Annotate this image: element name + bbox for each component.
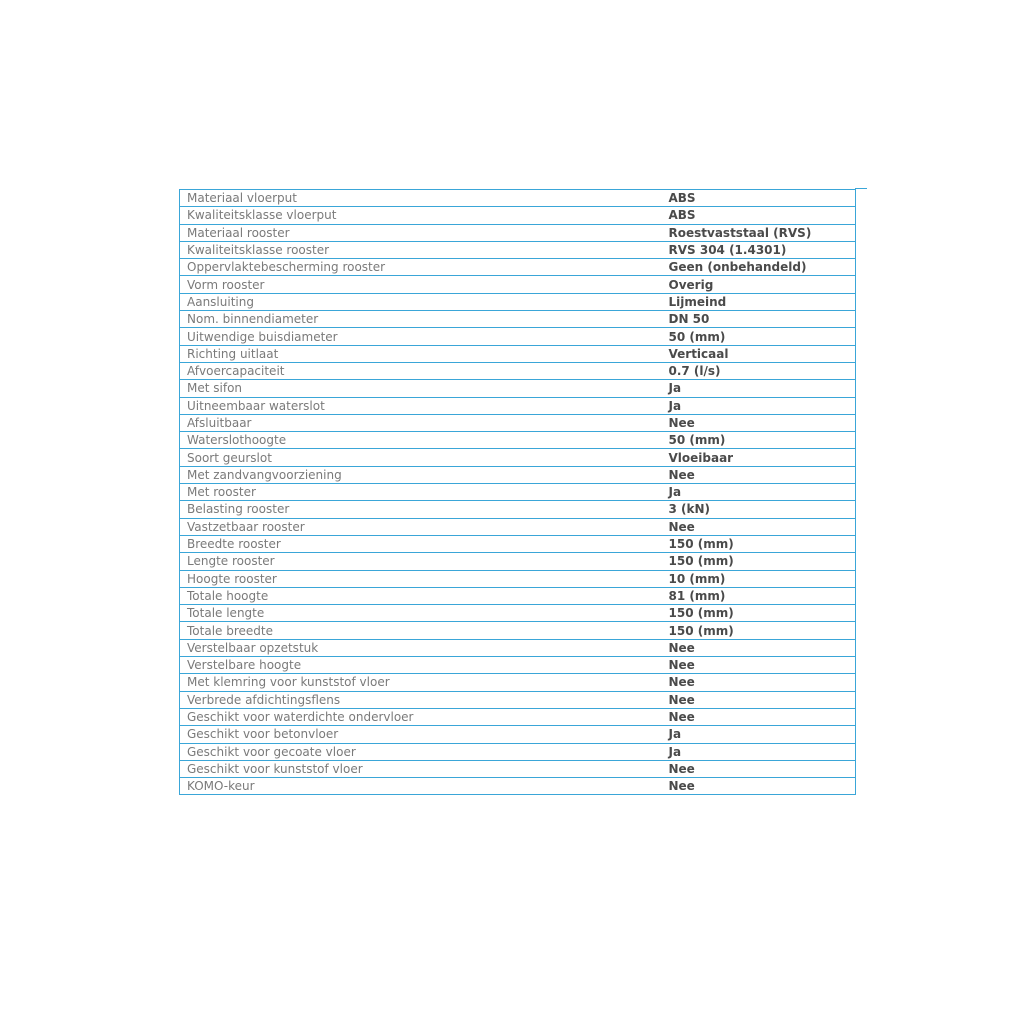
table-row — [180, 570, 856, 587]
spec-value: RVS 304 (1.4301) — [662, 241, 856, 258]
table-row — [180, 708, 856, 725]
table-row — [180, 224, 856, 241]
spec-value: 0.7 (l/s) — [662, 362, 856, 379]
table-row — [180, 553, 856, 570]
spec-value: Nee — [662, 760, 856, 777]
spec-label: Geschikt voor betonvloer — [180, 726, 662, 743]
table-row — [180, 190, 856, 207]
table-row — [180, 293, 856, 310]
table-row — [180, 778, 856, 795]
table-row — [180, 726, 856, 743]
spec-label: Waterslothoogte — [180, 432, 662, 449]
table-row — [180, 380, 856, 397]
spec-label: Nom. binnendiameter — [180, 311, 662, 328]
table-row — [180, 622, 856, 639]
specification-table-body — [180, 190, 856, 795]
spec-label: Verstelbaar opzetstuk — [180, 639, 662, 656]
spec-label: Breedte rooster — [180, 535, 662, 552]
spec-label: Richting uitlaat — [180, 345, 662, 362]
table-row — [180, 241, 856, 258]
table-row — [180, 674, 856, 691]
table-row — [180, 743, 856, 760]
spec-label: Totale breedte — [180, 622, 662, 639]
spec-label: Met zandvangvoorziening — [180, 466, 662, 483]
table-row — [180, 345, 856, 362]
spec-label: Soort geurslot — [180, 449, 662, 466]
spec-label: Kwaliteitsklasse vloerput — [180, 207, 662, 224]
spec-value: ABS — [662, 190, 856, 207]
table-row — [180, 276, 856, 293]
spec-label: Uitneembaar waterslot — [180, 397, 662, 414]
table-row — [180, 587, 856, 604]
spec-value: 150 (mm) — [662, 622, 856, 639]
spec-label: Totale lengte — [180, 605, 662, 622]
spec-value: Vloeibaar — [662, 449, 856, 466]
spec-label: Met rooster — [180, 484, 662, 501]
spec-label: Geschikt voor waterdichte ondervloer — [180, 708, 662, 725]
table-row — [180, 605, 856, 622]
table-row — [180, 449, 856, 466]
spec-value: Nee — [662, 778, 856, 795]
table-row — [180, 501, 856, 518]
table-row — [180, 639, 856, 656]
table-row — [180, 691, 856, 708]
spec-value: 81 (mm) — [662, 587, 856, 604]
table-row — [180, 432, 856, 449]
spec-label: Vorm rooster — [180, 276, 662, 293]
spec-value: 10 (mm) — [662, 570, 856, 587]
table-row — [180, 657, 856, 674]
spec-value: Overig — [662, 276, 856, 293]
spec-label: Hoogte rooster — [180, 570, 662, 587]
spec-value: Ja — [662, 380, 856, 397]
table-row — [180, 535, 856, 552]
spec-label: Lengte rooster — [180, 553, 662, 570]
spec-label: Afsluitbaar — [180, 414, 662, 431]
spec-value: Nee — [662, 657, 856, 674]
spec-value: Verticaal — [662, 345, 856, 362]
spec-value: DN 50 — [662, 311, 856, 328]
spec-label: Met sifon — [180, 380, 662, 397]
table-row — [180, 397, 856, 414]
spec-value: Ja — [662, 743, 856, 760]
spec-label: Oppervlaktebescherming rooster — [180, 259, 662, 276]
spec-value: ABS — [662, 207, 856, 224]
spec-value: 50 (mm) — [662, 432, 856, 449]
spec-value: Ja — [662, 397, 856, 414]
spec-value: Nee — [662, 674, 856, 691]
spec-value: Ja — [662, 484, 856, 501]
spec-label: Geschikt voor gecoate vloer — [180, 743, 662, 760]
spec-value: Ja — [662, 726, 856, 743]
spec-value: Nee — [662, 691, 856, 708]
spec-label: Verbrede afdichtingsflens — [180, 691, 662, 708]
table-row — [180, 414, 856, 431]
spec-label: Afvoercapaciteit — [180, 362, 662, 379]
spec-value: Nee — [662, 708, 856, 725]
spec-value: 50 (mm) — [662, 328, 856, 345]
spec-value: 150 (mm) — [662, 535, 856, 552]
spec-value: 3 (kN) — [662, 501, 856, 518]
specification-table — [179, 189, 856, 795]
spec-value: 150 (mm) — [662, 605, 856, 622]
spec-label: Verstelbare hoogte — [180, 657, 662, 674]
spec-value: Nee — [662, 518, 856, 535]
spec-value: Geen (onbehandeld) — [662, 259, 856, 276]
spec-value: Lijmeind — [662, 293, 856, 310]
spec-value: Nee — [662, 639, 856, 656]
spec-label: Totale hoogte — [180, 587, 662, 604]
table-row — [180, 484, 856, 501]
table-row — [180, 311, 856, 328]
table-row — [180, 760, 856, 777]
spec-value: Roestvaststaal (RVS) — [662, 224, 856, 241]
table-row — [180, 466, 856, 483]
spec-label: Materiaal vloerput — [180, 190, 662, 207]
spec-label: Aansluiting — [180, 293, 662, 310]
spec-value: 150 (mm) — [662, 553, 856, 570]
table-row — [180, 328, 856, 345]
spec-value: Nee — [662, 414, 856, 431]
spec-label: Geschikt voor kunststof vloer — [180, 760, 662, 777]
spec-label: KOMO-keur — [180, 778, 662, 795]
table-row — [180, 207, 856, 224]
table-row — [180, 362, 856, 379]
table-row — [180, 259, 856, 276]
spec-label: Belasting rooster — [180, 501, 662, 518]
spec-label: Kwaliteitsklasse rooster — [180, 241, 662, 258]
spec-label: Met klemring voor kunststof vloer — [180, 674, 662, 691]
spec-label: Materiaal rooster — [180, 224, 662, 241]
table-row — [180, 518, 856, 535]
spec-label: Vastzetbaar rooster — [180, 518, 662, 535]
spec-label: Uitwendige buisdiameter — [180, 328, 662, 345]
table-top-border-extension — [855, 188, 867, 189]
spec-value: Nee — [662, 466, 856, 483]
